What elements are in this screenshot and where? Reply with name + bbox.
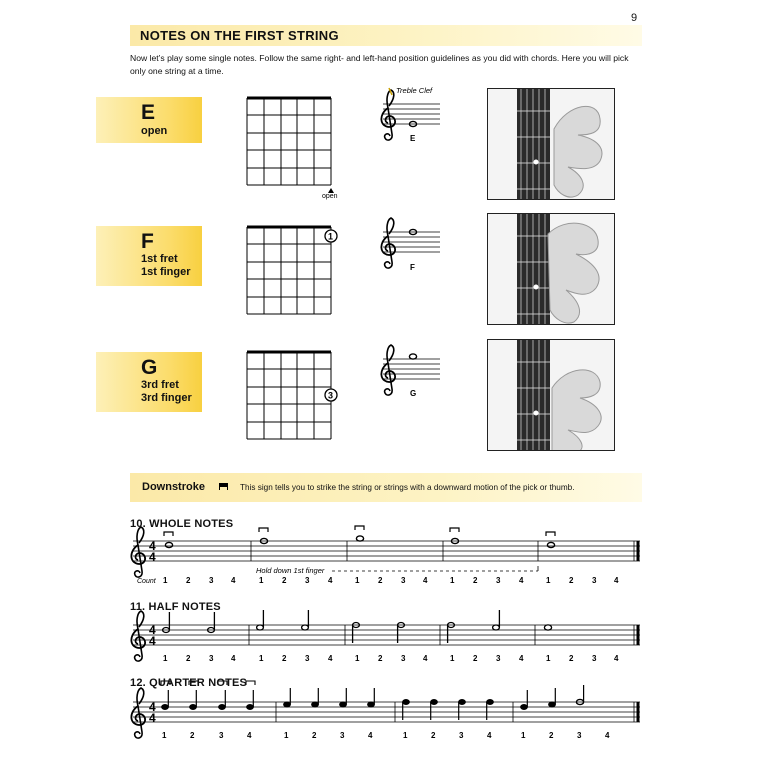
whole-note	[547, 542, 554, 547]
svg-text:3: 3	[592, 576, 597, 585]
time-signature-top: 4	[149, 623, 156, 637]
svg-text:2: 2	[190, 731, 195, 740]
svg-text:1: 1	[162, 731, 167, 740]
treble-clef-icon	[381, 90, 395, 140]
svg-text:4: 4	[328, 654, 333, 663]
beat-counts-exercise-10	[163, 576, 619, 585]
note-description: 1st fret	[141, 253, 178, 265]
staff-exercise-12	[133, 702, 640, 722]
svg-text:1: 1	[163, 576, 168, 585]
exercise-title: 10. WHOLE NOTES	[130, 518, 234, 530]
note-description: 3rd fret	[141, 379, 179, 391]
staff-note-label: E	[410, 134, 416, 143]
svg-text:1: 1	[259, 654, 264, 663]
svg-text:1: 1	[403, 731, 408, 740]
treble-clef-icon	[131, 611, 145, 661]
staff-note-label: G	[410, 389, 417, 398]
open-string-label: open	[322, 193, 338, 200]
downstroke-title: Downstroke	[142, 481, 205, 493]
svg-text:3: 3	[305, 654, 310, 663]
svg-text:3: 3	[592, 654, 597, 663]
svg-text:4: 4	[231, 576, 236, 585]
svg-text:2: 2	[282, 576, 287, 585]
quarter-notes	[162, 685, 584, 720]
finger-number: 3	[328, 390, 334, 401]
staff-note-label: F	[410, 263, 415, 272]
svg-text:4: 4	[614, 576, 619, 585]
note-letter: F	[141, 230, 154, 253]
note-letter: G	[141, 356, 158, 379]
note-description: open	[141, 125, 168, 137]
svg-text:3: 3	[401, 654, 406, 663]
svg-text:4: 4	[487, 731, 492, 740]
svg-text:4: 4	[614, 654, 619, 663]
svg-text:4: 4	[605, 731, 610, 740]
treble-clef-caption: Treble Clef	[396, 86, 433, 95]
svg-text:1: 1	[163, 654, 168, 663]
staff-exercise-10	[133, 541, 640, 561]
svg-text:1: 1	[546, 576, 551, 585]
downstroke-info-bar	[130, 473, 642, 502]
time-signature-top: 4	[149, 700, 156, 714]
svg-text:1: 1	[450, 576, 455, 585]
svg-text:1: 1	[355, 576, 360, 585]
svg-text:2: 2	[186, 654, 191, 663]
svg-text:3: 3	[209, 654, 214, 663]
treble-clef-icon	[381, 218, 395, 268]
half-notes	[163, 610, 552, 643]
svg-text:2: 2	[473, 654, 478, 663]
mini-staff-g	[383, 359, 440, 379]
svg-text:2: 2	[549, 731, 554, 740]
note-letter: E	[141, 101, 156, 124]
svg-text:4: 4	[328, 576, 333, 585]
beat-counts-exercise-11	[163, 654, 619, 663]
svg-text:3: 3	[577, 731, 582, 740]
fret-diagram-f	[247, 227, 337, 314]
svg-text:3: 3	[305, 576, 310, 585]
finger-number: 1	[328, 231, 334, 242]
count-label: Count	[137, 578, 156, 585]
fret-diagram-e	[247, 98, 334, 193]
svg-text:3: 3	[401, 576, 406, 585]
svg-text:2: 2	[186, 576, 191, 585]
hold-finger-annotation: Hold down 1st finger	[256, 566, 325, 575]
time-signature-bottom: 4	[149, 634, 156, 648]
fret-diagram-g	[247, 352, 337, 439]
note-description: 1st finger	[141, 266, 191, 278]
svg-text:3: 3	[459, 731, 464, 740]
svg-text:1: 1	[284, 731, 289, 740]
page-title: NOTES ON THE FIRST STRING	[140, 28, 339, 43]
svg-text:2: 2	[473, 576, 478, 585]
whole-note	[356, 536, 363, 541]
svg-text:3: 3	[340, 731, 345, 740]
downstroke-description: This sign tells you to strike the string or strings with a downward motion of the pick or thumb.	[240, 483, 575, 492]
svg-text:1: 1	[259, 576, 264, 585]
downstroke-symbol-icon	[219, 483, 228, 490]
svg-text:4: 4	[368, 731, 373, 740]
exercise-title: 11. HALF NOTES	[130, 601, 221, 613]
svg-text:4: 4	[423, 576, 428, 585]
whole-note-g	[409, 354, 416, 359]
svg-text:2: 2	[282, 654, 287, 663]
exercise-title: 12. QUARTER NOTES	[130, 677, 248, 689]
svg-text:2: 2	[569, 654, 574, 663]
treble-clef-icon	[381, 345, 395, 395]
time-signature-bottom: 4	[149, 550, 156, 564]
svg-text:2: 2	[378, 654, 383, 663]
svg-text:2: 2	[378, 576, 383, 585]
svg-text:2: 2	[312, 731, 317, 740]
treble-clef-icon	[131, 527, 145, 577]
svg-text:4: 4	[231, 654, 236, 663]
time-signature-top: 4	[149, 539, 156, 553]
whole-note	[165, 542, 172, 547]
svg-text:1: 1	[546, 654, 551, 663]
svg-text:1: 1	[355, 654, 360, 663]
svg-text:1: 1	[521, 731, 526, 740]
time-signature-bottom: 4	[149, 711, 156, 725]
svg-text:4: 4	[519, 576, 524, 585]
svg-text:2: 2	[569, 576, 574, 585]
page-number: 9	[631, 12, 638, 24]
note-description: 3rd finger	[141, 392, 192, 404]
svg-text:4: 4	[519, 654, 524, 663]
svg-text:4: 4	[423, 654, 428, 663]
svg-text:3: 3	[219, 731, 224, 740]
beat-counts-exercise-12	[162, 731, 610, 740]
svg-text:1: 1	[450, 654, 455, 663]
svg-text:2: 2	[431, 731, 436, 740]
svg-text:4: 4	[247, 731, 252, 740]
svg-text:3: 3	[496, 654, 501, 663]
svg-text:3: 3	[496, 576, 501, 585]
intro-paragraph: Now let’s play some single notes. Follow the same right- and left-hand position guidelines as you did with chords. Here you will pick only one string at a time.	[130, 53, 629, 76]
svg-text:3: 3	[209, 576, 214, 585]
treble-clef-icon	[131, 688, 145, 738]
